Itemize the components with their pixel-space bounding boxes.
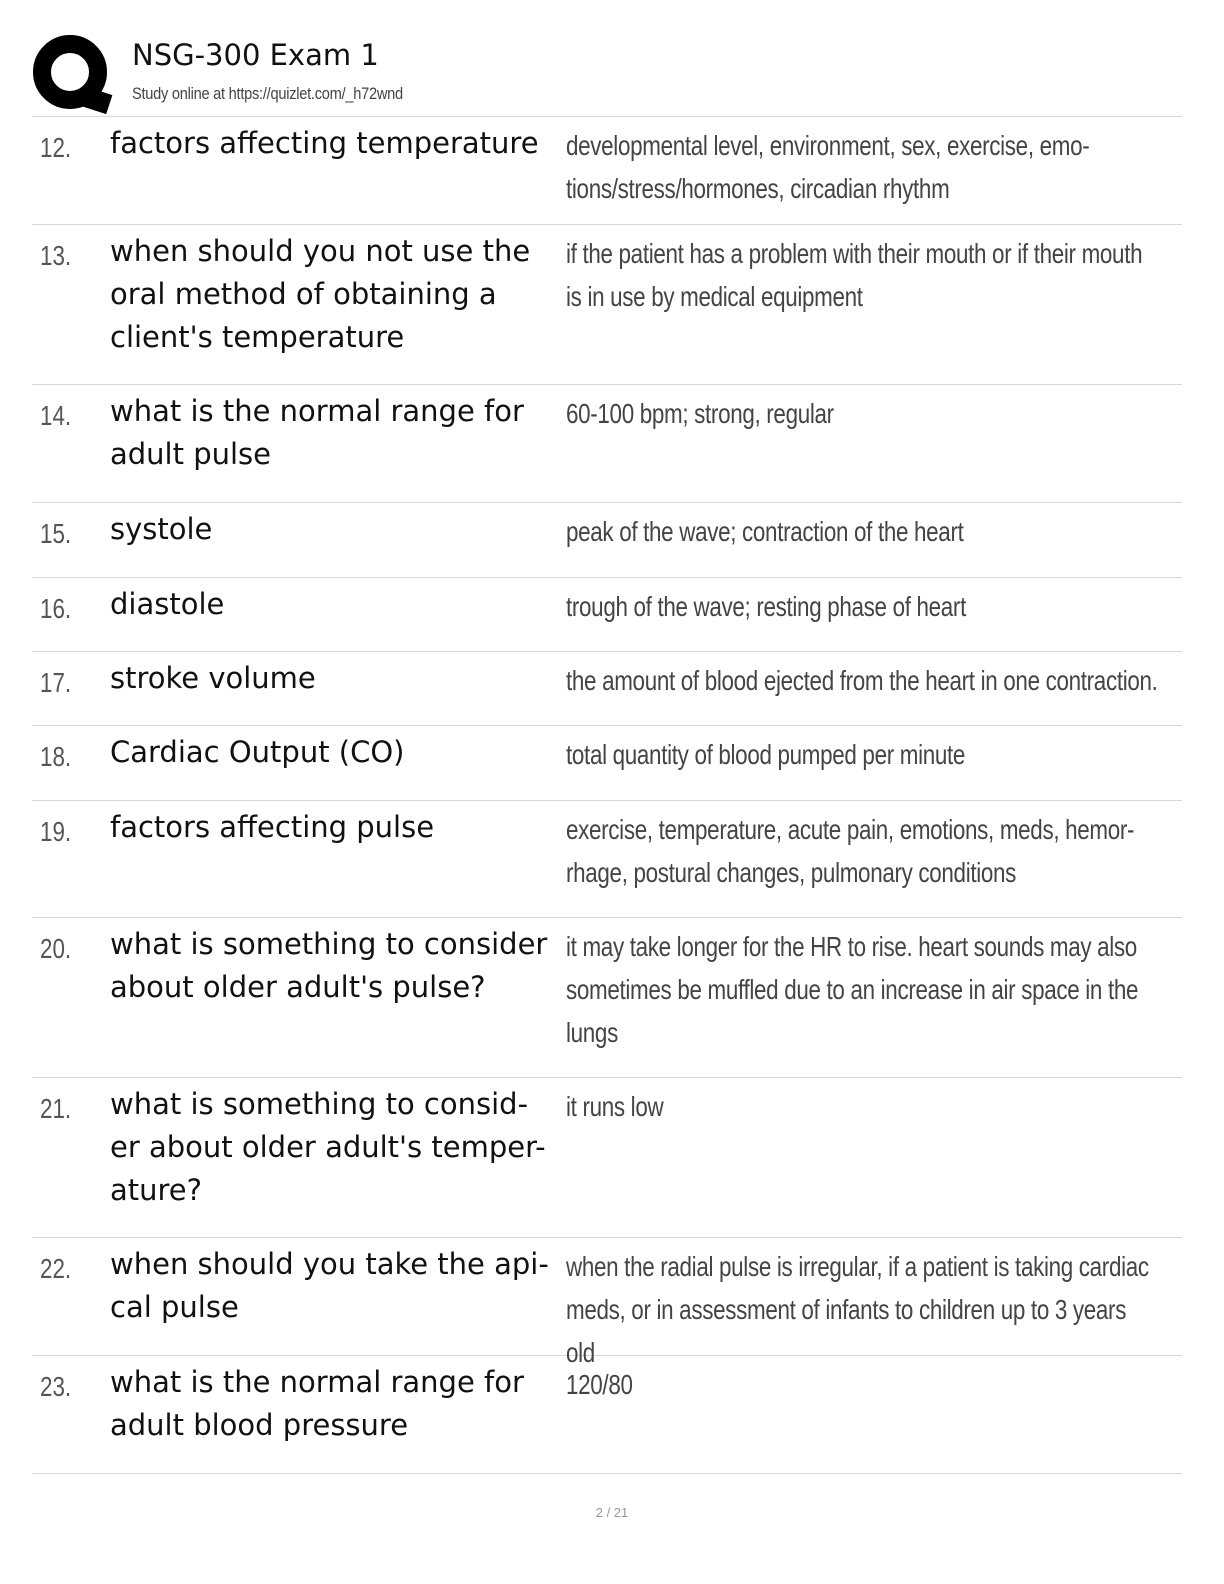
card-definition: when the radial pulse is irregular, if a patient is taking cardiac meds, or in assessment of infants to children up to 3 years old [566,1251,1149,1368]
flashcard-row [32,652,1182,726]
flashcard-row [32,918,1182,1078]
card-number: 22. [40,1253,72,1284]
card-number: 16. [40,593,72,624]
card-number: 18. [40,741,72,772]
quizlet-logo-icon [32,34,116,114]
card-term: factors affecting temperature [110,126,539,160]
card-definition: 120/80 [566,1369,633,1400]
card-definition: developmental level, environment, sex, exercise, emo- tions/stress/hormones, circadian rhythm [566,130,1090,204]
flashcard-row [32,726,1182,801]
card-term: Cardiac Output (CO) [110,735,405,769]
flashcard-row [32,385,1182,503]
flashcard-row [32,225,1182,385]
flashcard-row [32,117,1182,225]
card-definition: the amount of blood ejected from the heart in one contraction. [566,665,1158,696]
card-term: what is the normal range for adult pulse [110,394,524,471]
flashcard-row [32,1238,1182,1368]
flashcard-row [32,503,1182,578]
card-term: stroke volume [110,661,316,695]
card-number: 15. [40,518,72,549]
card-definition: exercise, temperature, acute pain, emotions, meds, hemor- rhage, postural changes, pulmonary conditions [566,814,1135,888]
card-term: systole [110,512,213,546]
card-definition: peak of the wave; contraction of the heart [566,516,964,547]
card-term: diastole [110,587,225,621]
card-number: 20. [40,933,72,964]
card-term: what is something to consider about older adult's pulse? [110,927,548,1004]
flashcard-row [32,801,1182,918]
document-title: NSG-300 Exam 1 [132,38,379,72]
card-number: 13. [40,240,72,271]
card-number: 21. [40,1093,72,1124]
card-number: 14. [40,400,72,431]
card-definition: it runs low [566,1091,664,1122]
card-term: when should you not use the oral method of obtaining a client's temperature [110,234,531,354]
flashcard-list [32,116,1182,1474]
flashcard-row [32,1356,1182,1474]
page-number: 2 / 21 [595,1505,629,1520]
card-definition: if the patient has a problem with their mouth or if their mouth is in use by medical equipment [566,238,1143,312]
page-header [32,30,1192,116]
card-number: 17. [40,667,72,698]
card-term: factors affecting pulse [110,810,435,844]
card-term: what is something to consid- er about older adult's temper- ature? [110,1087,546,1207]
card-definition: 60-100 bpm; strong, regular [566,398,834,429]
card-definition: it may take longer for the HR to rise. heart sounds may also sometimes be muffled due to an increase in air space in the lungs [566,931,1139,1048]
study-online-link[interactable]: Study online at https://quizlet.com/_h72wnd [132,84,403,103]
card-definition: total quantity of blood pumped per minute [566,739,966,770]
flashcard-row [32,578,1182,652]
flashcard-row [32,1078,1182,1238]
card-definition: trough of the wave; resting phase of heart [566,591,966,622]
card-number: 19. [40,816,72,847]
card-number: 12. [40,132,72,163]
card-term: what is the normal range for adult blood pressure [110,1365,524,1442]
card-term: when should you take the api- cal pulse [110,1247,549,1324]
card-number: 23. [40,1371,72,1402]
